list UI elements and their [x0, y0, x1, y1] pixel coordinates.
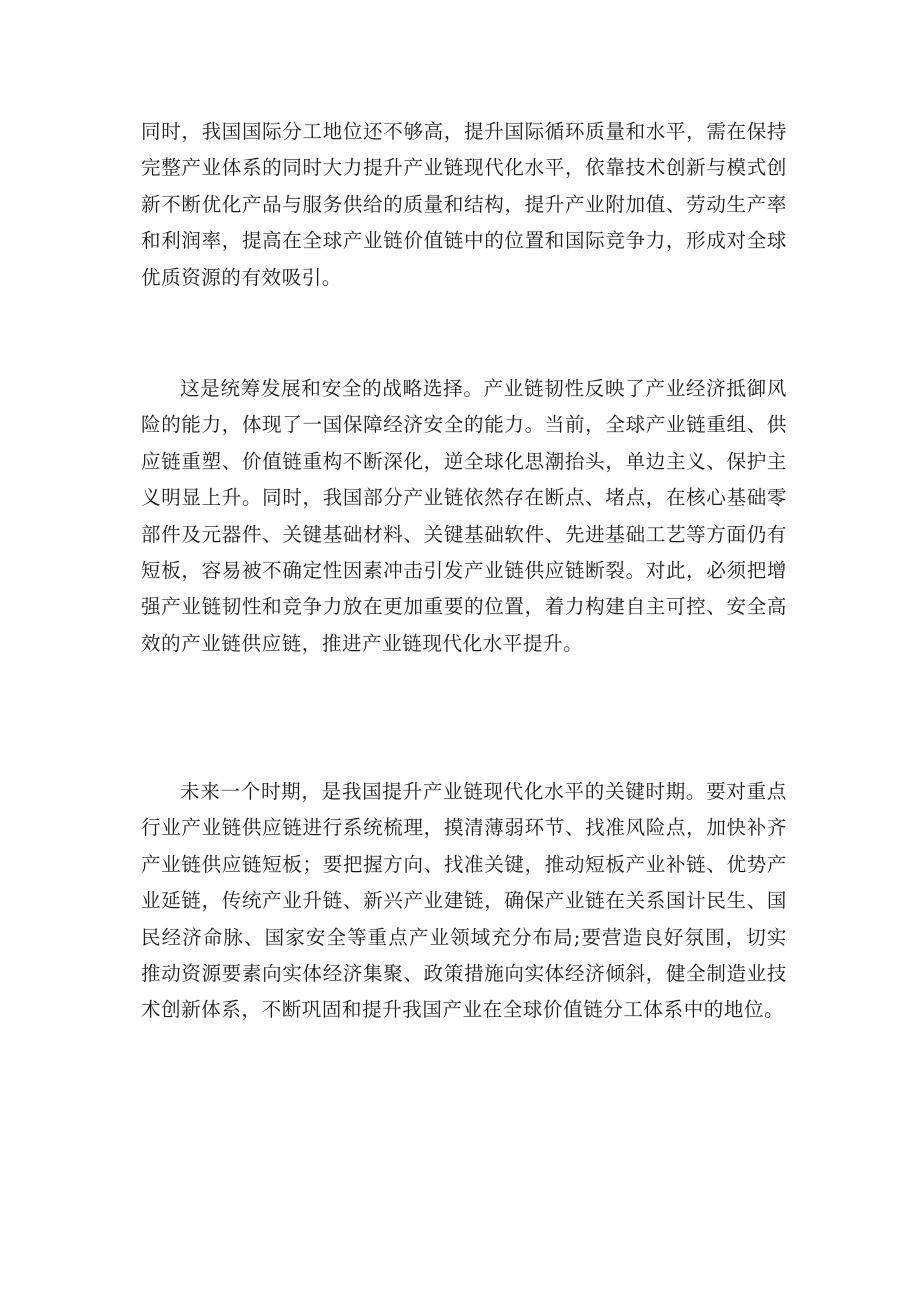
paragraph-2: 这是统筹发展和安全的战略选择。产业链韧性反映了产业经济抵御风险的能力，体现了一国保障经济安全的能力。当前，全球产业链重组、供应链重塑、价值链重构不断深化，逆全球化思潮抬头，单边主义、保护主义明显上升。同时，我国部分产业链依然存在断点、堵点，在核心基础零部件及元器件、关键基础材料、关键基础软件、先进基础工艺等方面仍有短板，容易被不确定性因素冲击引发产业链供应链断裂。对此，必须把增强产业链韧性和竞争力放在更加重要的位置，着力构建自主可控、安全高效的产业链供应链，推进产业链现代化水平提升。 [141, 377, 787, 655]
paragraph-1: 同时，我国国际分工地位还不够高，提升国际循环质量和水平，需在保持完整产业体系的同时大力提升产业链现代化水平，依靠技术创新与模式创新不断优化产品与服务供给的质量和结构，提升产业附加值、劳动生产率和利润率，提高在全球产业链价值链中的位置和国际竞争力，形成对全球优质资源的有效吸引。 [141, 120, 787, 289]
paragraph-3: 未来一个时期，是我国提升产业链现代化水平的关键时期。要对重点行业产业链供应链进行系统梳理，摸清薄弱环节、找准风险点，加快补齐产业链供应链短板；要把握方向、找准关键，推动短板产业补链、优势产业延链，传统产业升链、新兴产业建链，确保产业链在关系国计民生、国民经济命脉、国家安全等重点产业领域充分布局;要营造良好氛围，切实推动资源要素向实体经济集聚、政策措施向实体经济倾斜，健全制造业技术创新体系，不断巩固和提升我国产业在全球价值链分工体系中的地位。 [141, 780, 787, 1022]
